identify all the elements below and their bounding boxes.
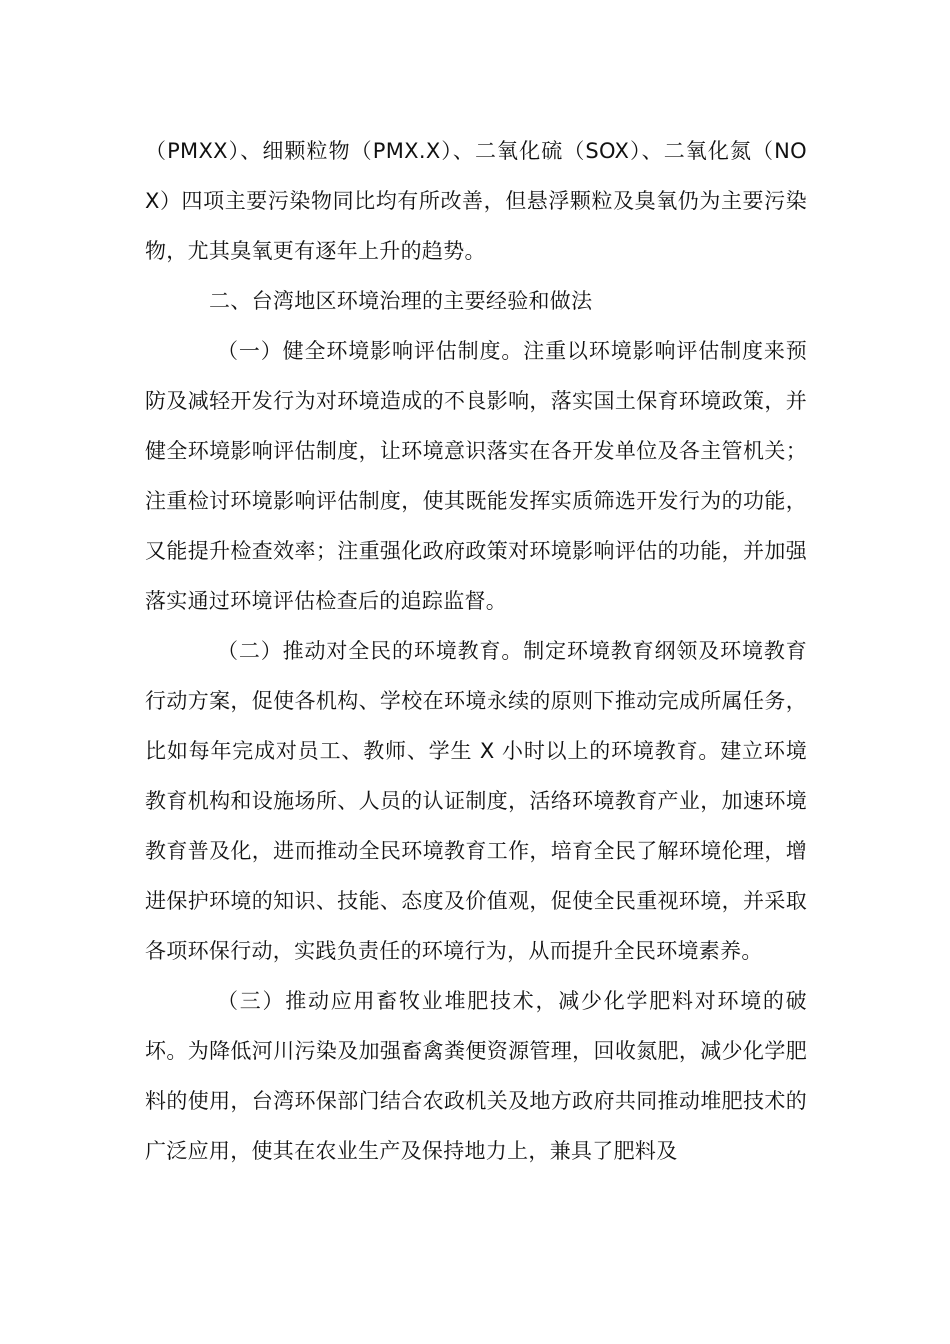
paragraph-item-1: （一）健全环境影响评估制度。注重以环境影响评估制度来预防及减轻开发行为对环境造成的不良影响，落实国土保育环境政策，并健全环境影响评估制度，让环境意识落实在各开发单位及各主管机关；注重检讨环境影响评估制度，使其既能发挥实质筛选开发行为的功能，又能提升检查效率；注重强化政府政策对环境影响评估的功能，并加强落实通过环境评估检查后的追踪监督。 [145,339,807,613]
section-heading: 二、台湾地区环境治理的主要经验和做法 [209,289,593,313]
document-body [145,126,807,1176]
paragraph-item-2: （二）推动对全民的环境教育。制定环境教育纲领及环境教育行动方案，促使各机构、学校在环境永续的原则下推动完成所属任务，比如每年完成对员工、教师、学生 X 小时以上的环境教育。建立环境教育机构和设施场所、人员的认证制度，活络环境教育产业，加速环境教育普及化，进而推动全民环境教育工作，培育全民了解环境伦理，增进保护环境的知识、技能、态度及价值观，促使全民重视环境，并采取各项环保行动，实践负责任的环境行为，从而提升全民环境素养。 [145,639,807,963]
paragraph-item-3: （三）推动应用畜牧业堆肥技术，减少化学肥料对环境的破坏。为降低河川污染及加强畜禽粪便资源管理，回收氮肥，减少化学肥料的使用，台湾环保部门结合农政机关及地方政府共同推动堆肥技术的广泛应用，使其在农业生产及保持地力上，兼具了肥料及 [145,989,807,1163]
paragraph-continuation: （PMXX）、细颗粒物（PMX.X）、二氧化硫（SOX）、二氧化氮（NOX）四项主要污染物同比均有所改善，但悬浮颗粒及臭氧仍为主要污染物，尤其臭氧更有逐年上升的趋势。 [145,139,807,263]
